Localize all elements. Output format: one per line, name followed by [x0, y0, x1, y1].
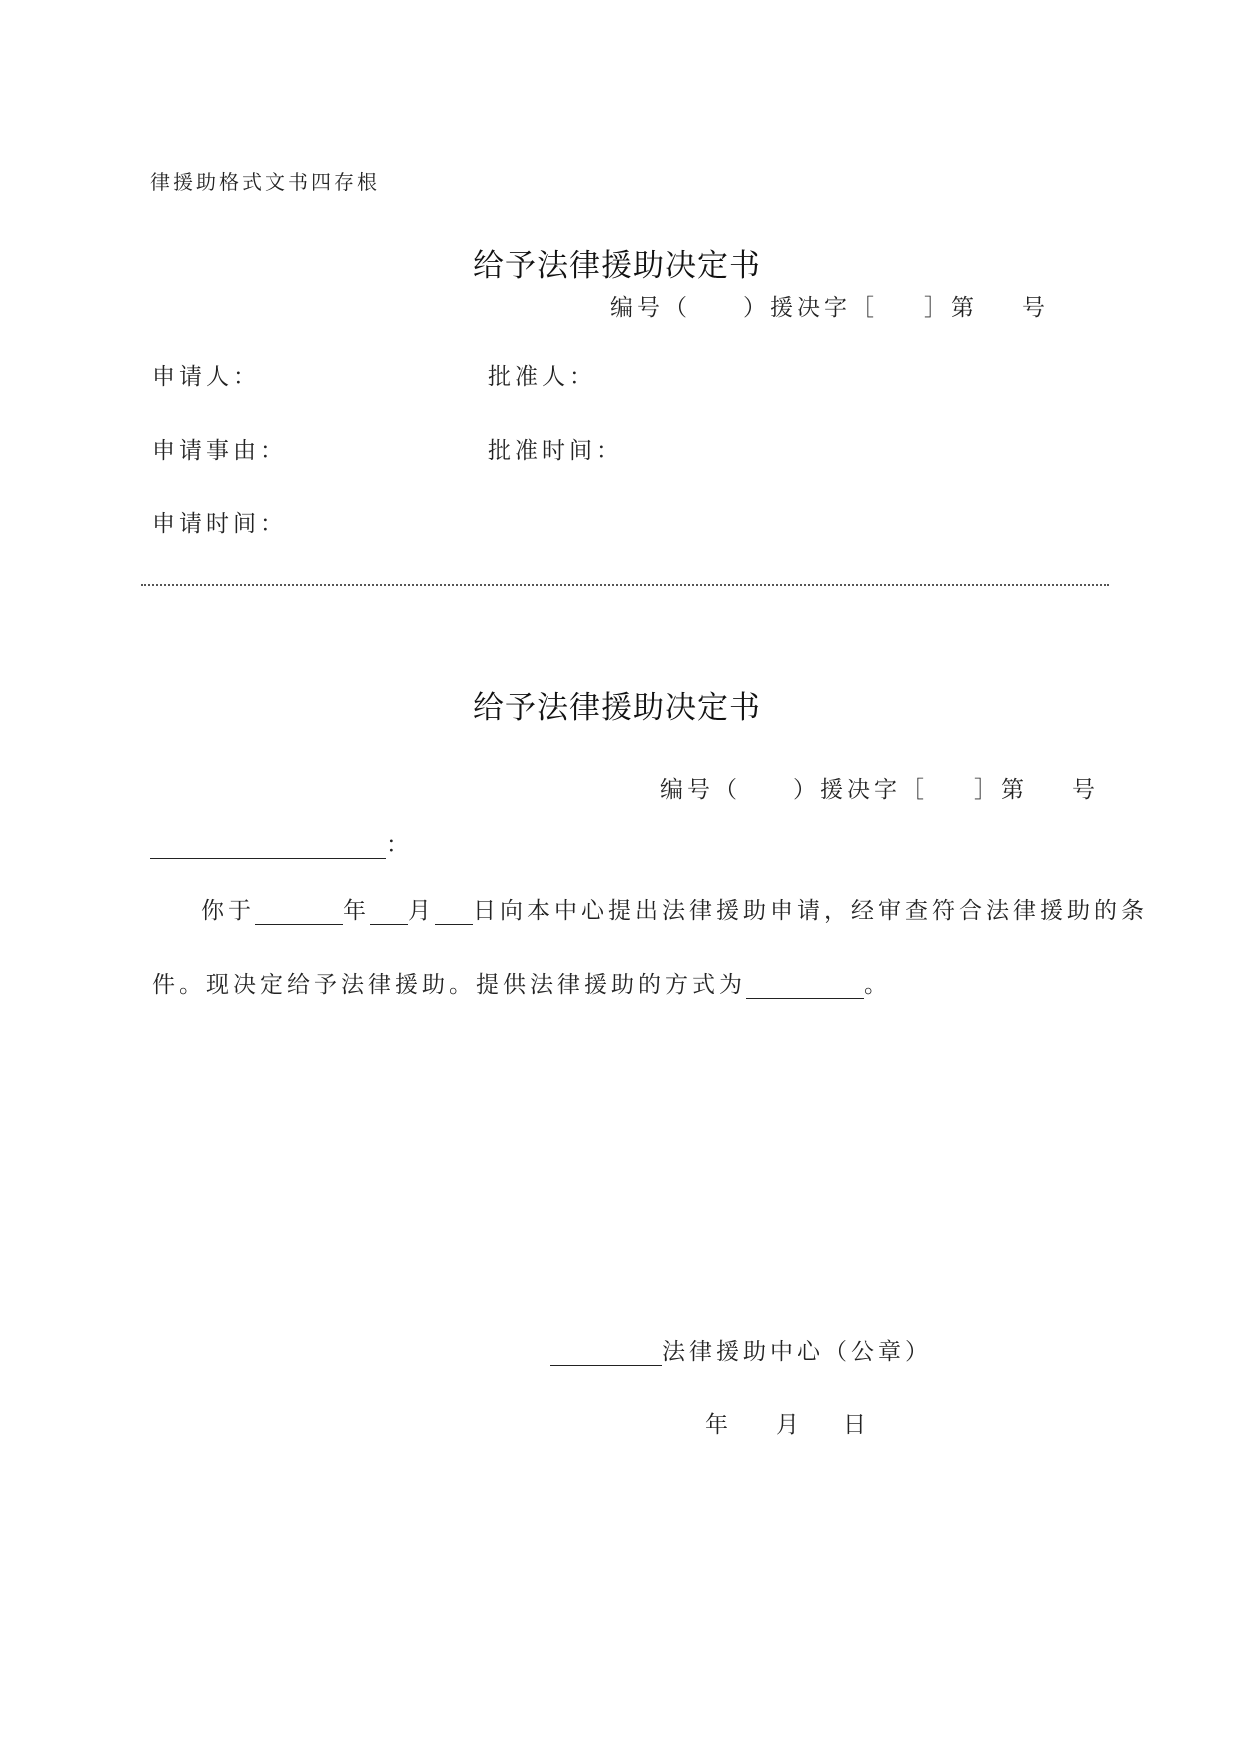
stub-header: 律援助格式文书四存根 — [150, 170, 380, 194]
body-ri-rest: 日向本中心提出法律援助申请，经审查符合法律援助的条 — [473, 898, 1148, 924]
stub-title: 给予法律援助决定书 — [473, 248, 761, 284]
signature-yue: 月 — [776, 1412, 803, 1438]
stub-number-line — [610, 289, 1049, 322]
body-line-1 — [201, 892, 1148, 925]
decision-title: 给予法律援助决定书 — [473, 690, 761, 726]
year-blank[interactable] — [255, 900, 343, 925]
stub-hao-label: 号 — [1022, 295, 1049, 321]
decision-number-line — [660, 771, 1099, 804]
decision-yuanjuezi-label: ）援决字［ — [793, 777, 928, 803]
signature-nian: 年 — [705, 1412, 732, 1438]
addressee-colon: ： — [386, 832, 413, 858]
signature-center-label: 法律援助中心（公章） — [662, 1339, 932, 1365]
body-line2-end: 。 — [864, 972, 891, 998]
body-line-2 — [152, 966, 891, 999]
method-blank[interactable] — [746, 974, 864, 999]
addressee-line — [150, 826, 413, 859]
day-blank[interactable] — [435, 900, 473, 925]
stub-applicant-label: 申请人： — [152, 364, 260, 390]
stub-approve-time-label: 批准时间： — [488, 438, 623, 464]
body-line2-start: 件。现决定给予法律援助。提供法律援助的方式为 — [152, 972, 746, 998]
signature-date-line — [705, 1406, 870, 1439]
signature-center-line — [550, 1333, 932, 1366]
stub-bianhao-label: 编号（ — [610, 295, 691, 321]
stub-yuanjuezi-label: ）援决字［ — [743, 295, 878, 321]
center-name-blank[interactable] — [550, 1341, 662, 1366]
signature-ri: 日 — [843, 1412, 870, 1438]
decision-bianhao-label: 编号（ — [660, 777, 741, 803]
addressee-blank[interactable] — [150, 834, 386, 859]
body-nian: 年 — [343, 898, 370, 924]
stub-apply-time-label: 申请时间： — [152, 511, 287, 537]
stub-approver-label: 批准人： — [488, 364, 596, 390]
stub-reason-label: 申请事由： — [152, 438, 287, 464]
month-blank[interactable] — [370, 900, 408, 925]
decision-di-label: ］第 — [974, 777, 1028, 803]
body-ni-yu: 你于 — [201, 898, 255, 924]
body-yue: 月 — [408, 898, 435, 924]
cut-line-divider — [141, 584, 1109, 586]
stub-di-label: ］第 — [924, 295, 978, 321]
decision-hao-label: 号 — [1072, 777, 1099, 803]
